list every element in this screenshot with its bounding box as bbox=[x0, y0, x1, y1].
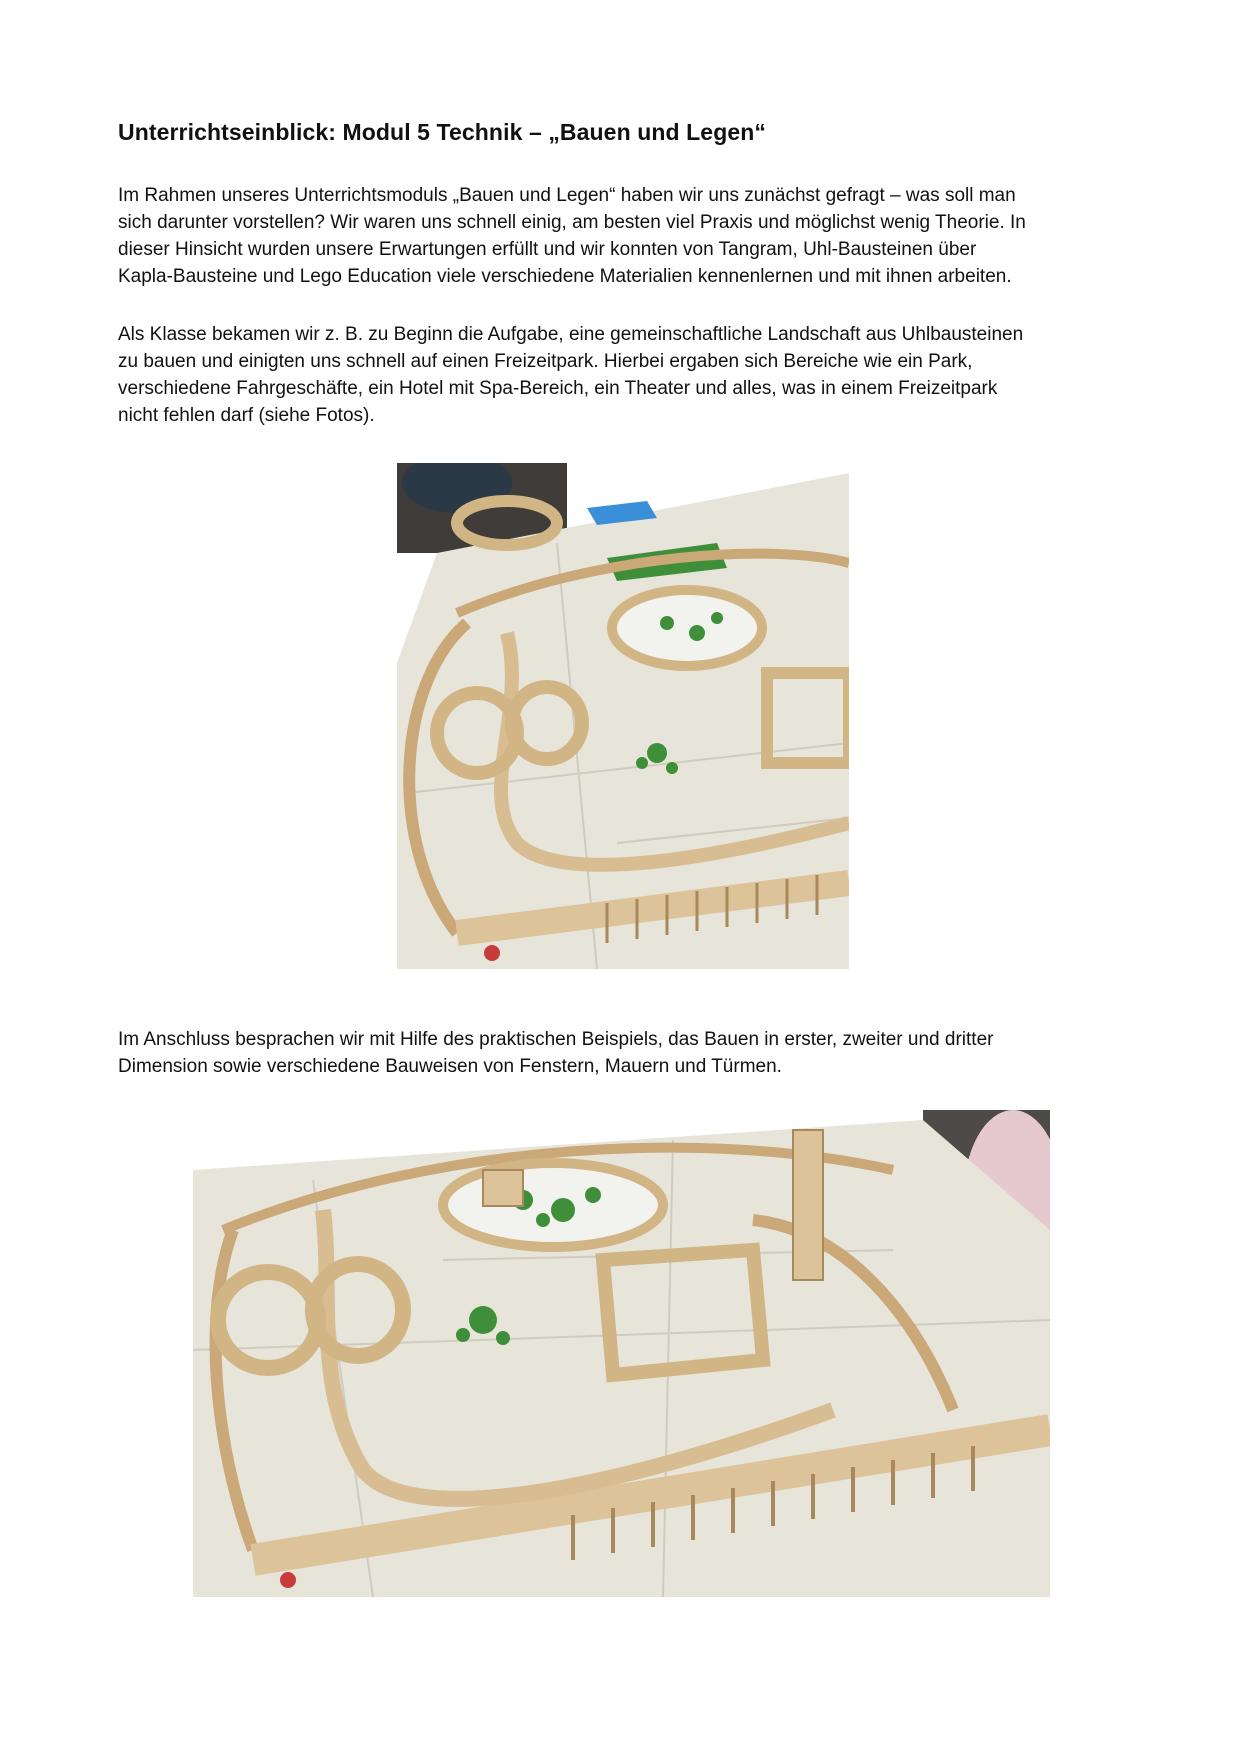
photo-amusement-park-landscape bbox=[193, 1110, 1050, 1597]
paragraph-line: Kapla-Bausteine und Lego Education viele verschiedene Materialien kennenlernen und mit ihnen arbeiten. bbox=[118, 266, 1012, 287]
photo-amusement-park-portrait bbox=[397, 463, 849, 969]
paragraph-line: zu bauen und einigten uns schnell auf einen Freizeitpark. Hierbei ergaben sich Bereiche wie ein Park, bbox=[118, 351, 973, 372]
paragraph-task bbox=[118, 321, 1128, 429]
paragraph-line: nicht fehlen darf (siehe Fotos). bbox=[118, 405, 375, 426]
paragraph-discussion bbox=[118, 1026, 1128, 1080]
page-title: Unterrichtseinblick: Modul 5 Technik – „Bauen und Legen“ bbox=[118, 119, 766, 145]
paragraph-line: sich darunter vorstellen? Wir waren uns schnell einig, am besten viel Praxis und möglichst wenig Theorie. In bbox=[118, 212, 1026, 233]
paragraph-line: verschiedene Fahrgeschäfte, ein Hotel mit Spa-Bereich, ein Theater und alles, was in einem Freizeitpark bbox=[118, 378, 998, 399]
paragraph-line: dieser Hinsicht wurden unsere Erwartungen erfüllt und wir konnten von Tangram, Uhl-Bausteinen über bbox=[118, 239, 977, 260]
paragraph-line: Im Rahmen unseres Unterrichtsmoduls „Bauen und Legen“ haben wir uns zunächst gefragt – was soll man bbox=[118, 185, 1016, 206]
paragraph-line: Dimension sowie verschiedene Bauweisen von Fenstern, Mauern und Türmen. bbox=[118, 1056, 782, 1077]
paragraph-line: Als Klasse bekamen wir z. B. zu Beginn die Aufgabe, eine gemeinschaftliche Landschaft aus Uhlbausteinen bbox=[118, 324, 1024, 345]
paragraph-intro bbox=[118, 182, 1128, 290]
paragraph-line: Im Anschluss besprachen wir mit Hilfe des praktischen Beispiels, das Bauen in erster, zweiter und dritter bbox=[118, 1029, 994, 1050]
